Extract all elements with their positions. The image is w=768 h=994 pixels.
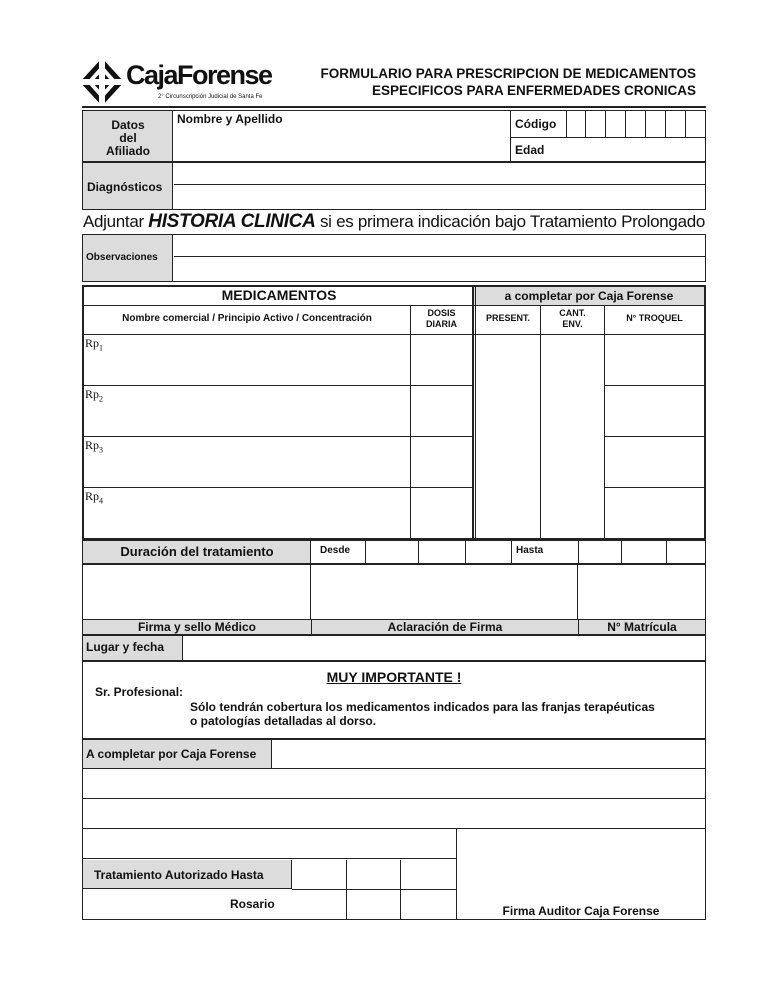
code-digit-2[interactable] xyxy=(586,111,606,137)
diagnosis-field-1[interactable] xyxy=(174,163,705,185)
form-title-line-2: ESPECIFICOS PARA ENFERMEDADES CRONICAS xyxy=(371,83,696,98)
license-field[interactable] xyxy=(579,565,705,619)
age-field[interactable] xyxy=(556,138,705,161)
medications-title: MEDICAMENTOS xyxy=(221,287,337,303)
attach-notice-bold: HISTORIA CLINICA xyxy=(148,211,316,232)
affiliate-label-2: del xyxy=(119,131,137,145)
caja-field-2[interactable] xyxy=(83,769,705,799)
logo xyxy=(80,56,272,108)
code-digit-5[interactable] xyxy=(646,111,666,137)
affiliate-label-1: Datos xyxy=(111,118,145,132)
observations-field-1[interactable] xyxy=(174,235,705,257)
important-line-1: Sólo tendrán cobertura los medicamentos indicados para las franjas terapéuticas xyxy=(190,700,655,714)
code-digit-7[interactable] xyxy=(686,111,705,137)
caja-field-3[interactable] xyxy=(83,800,705,829)
auditor-signature-label: Firma Auditor Caja Forense xyxy=(502,904,660,918)
attach-notice xyxy=(82,211,706,233)
caja-field-1[interactable] xyxy=(273,740,705,768)
rp-row-4[interactable] xyxy=(84,488,410,539)
col-qty-header-2: ENV. xyxy=(562,319,583,329)
doctor-signature-label: Firma y sello Médico xyxy=(137,620,257,634)
rp-label-1: $Rp_1$ xyxy=(85,336,104,353)
authorized-label: Tratamiento Autorizado Hasta xyxy=(94,868,264,882)
clarification-field[interactable] xyxy=(312,565,578,619)
code-digit-4[interactable] xyxy=(626,111,646,137)
attach-notice-post: si es primera indicación bajo Tratamiento Prolongado xyxy=(315,212,706,231)
observations-field-2[interactable] xyxy=(174,258,705,281)
diagnosis-label: Diagnósticos xyxy=(87,180,163,194)
important-line-2: o patologías detalladas al dorso. xyxy=(190,714,377,728)
logo-name: CajaForense xyxy=(126,60,272,90)
header-rule xyxy=(82,106,706,108)
code-digit-1[interactable] xyxy=(566,111,586,137)
to-year[interactable] xyxy=(668,541,705,563)
caja-forense-logo-icon xyxy=(80,58,124,106)
col-dose-header-2: DIARIA xyxy=(426,319,457,329)
doctor-signature-field[interactable] xyxy=(83,565,311,619)
rp-label-2: $Rp_2$ xyxy=(85,387,104,404)
diagnosis-field-2[interactable] xyxy=(174,186,705,209)
from-year[interactable] xyxy=(467,541,512,563)
col-name-header: Nombre comercial / Principio Activo / Concentración xyxy=(122,313,372,324)
important-salutation: Sr. Profesional: xyxy=(95,685,184,699)
from-day[interactable] xyxy=(366,541,419,563)
code-digit-3[interactable] xyxy=(606,111,626,137)
clarification-label: Aclaración de Firma xyxy=(387,620,503,634)
place-date-field[interactable] xyxy=(184,636,705,660)
caja-header-title: a completar por Caja Forense xyxy=(504,289,674,303)
name-label: Nombre y Apellido xyxy=(177,112,283,126)
license-label: N° Matrícula xyxy=(607,620,677,634)
code-label: Código xyxy=(515,117,557,131)
col-qty-header-1: CANT. xyxy=(559,308,586,318)
name-field[interactable] xyxy=(174,128,509,160)
rp-row-3[interactable] xyxy=(84,437,410,487)
code-digit-6[interactable] xyxy=(666,111,686,137)
logo-subtitle: 2° Circunscripción Judicial de Santa Fe xyxy=(158,94,263,100)
caja-label: A completar por Caja Forense xyxy=(86,747,257,761)
caja-field-4[interactable] xyxy=(83,830,456,859)
attach-notice-pre: Adjuntar xyxy=(82,212,149,231)
duration-label: Duración del tratamiento xyxy=(120,544,274,559)
form-title-line-1: FORMULARIO PARA PRESCRIPCION DE MEDICAMENTOS xyxy=(320,66,696,81)
affiliate-label-3: Afiliado xyxy=(106,144,150,158)
observations-label: Observaciones xyxy=(86,252,158,263)
place-date-label: Lugar y fecha xyxy=(86,640,165,654)
rp-row-2[interactable] xyxy=(84,386,410,436)
important-title: MUY IMPORTANTE ! xyxy=(326,669,462,685)
col-troquel-header: N° TROQUEL xyxy=(626,313,683,323)
to-label: Hasta xyxy=(516,545,544,556)
to-day[interactable] xyxy=(579,541,622,563)
rp-label-4: $Rp_4$ xyxy=(85,489,104,506)
col-dose-header-1: DOSIS xyxy=(427,308,456,318)
city-label: Rosario xyxy=(230,897,275,911)
from-month[interactable] xyxy=(420,541,466,563)
rp-row-1[interactable] xyxy=(84,335,410,385)
col-present-header: PRESENT. xyxy=(485,313,530,323)
age-label: Edad xyxy=(515,143,545,157)
rp-label-3: $Rp_3$ xyxy=(85,438,104,455)
from-label: Desde xyxy=(320,545,351,556)
to-month[interactable] xyxy=(623,541,667,563)
